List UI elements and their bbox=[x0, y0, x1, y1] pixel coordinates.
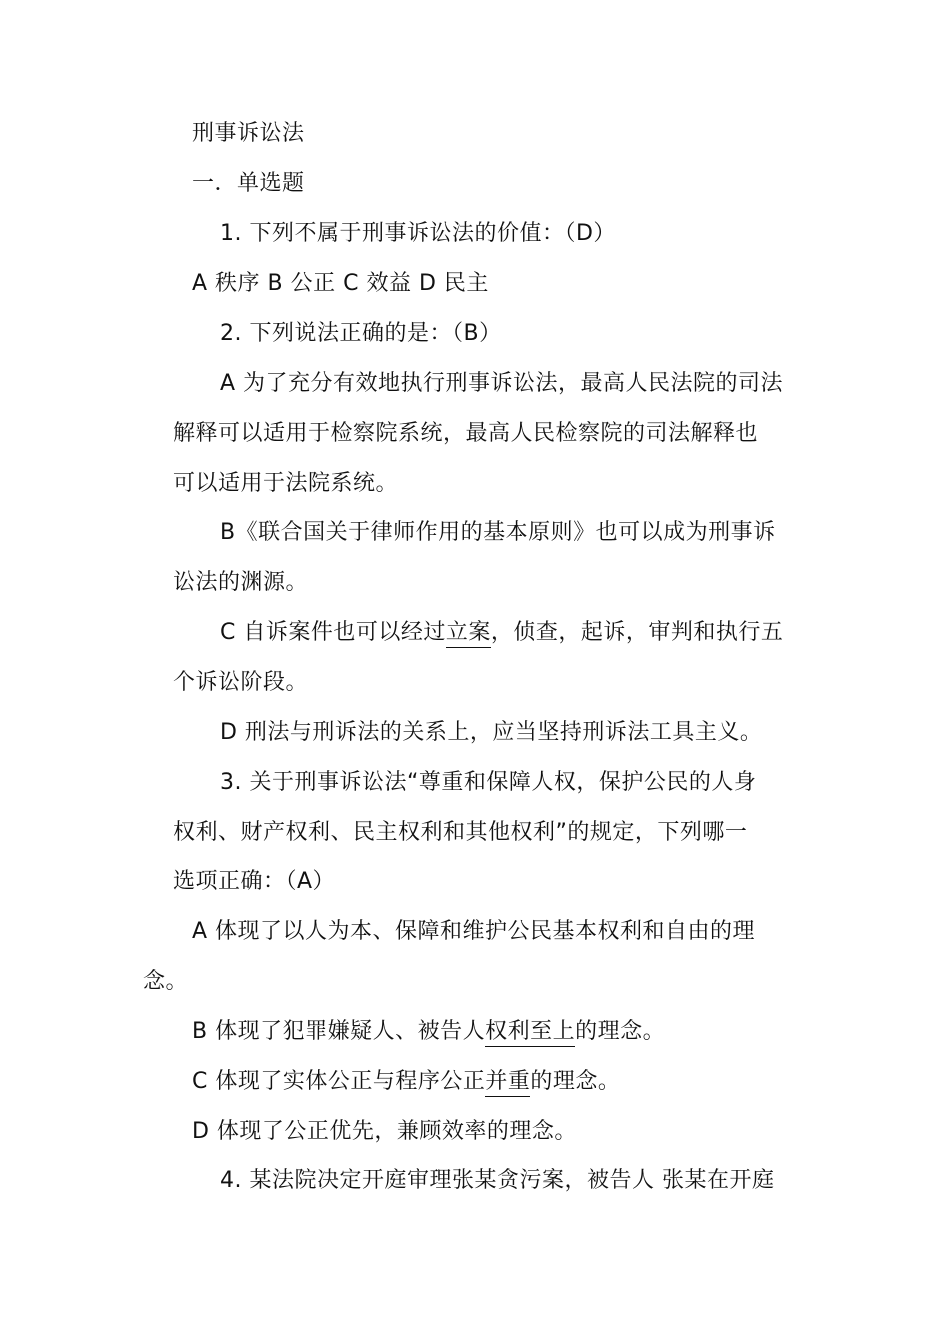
question-3-option-c bbox=[192, 1067, 620, 1097]
question-3-option-c-underlined: 并重 bbox=[485, 1069, 530, 1097]
question-2-option-c-underlined: 立案 bbox=[446, 620, 491, 648]
question-3-option-b bbox=[192, 1017, 665, 1047]
question-3-option-d: D 体现了公正优先，兼顾效率的理念。 bbox=[192, 1119, 577, 1144]
question-3-option-a-line-1: A 体现了以人为本、保障和维护公民基本权利和自由的理 bbox=[192, 919, 756, 944]
question-2-option-a-line-3: 可以适用于法院系统。 bbox=[173, 471, 399, 496]
question-2-option-a-line-2: 解释可以适用于检察院系统，最高人民检察院的司法解释也 bbox=[173, 421, 759, 446]
question-3-option-c-text-post: 的理念。 bbox=[530, 1069, 621, 1094]
question-2-option-c-line-2: 个诉讼阶段。 bbox=[173, 670, 309, 695]
question-3-option-b-text-post: 的理念。 bbox=[575, 1019, 666, 1044]
question-2-option-c-text-pre: C 自诉案件也可以经过 bbox=[220, 620, 446, 645]
question-2-option-c-line-1 bbox=[220, 618, 783, 648]
question-2-option-d: D 刑法与刑诉法的关系上，应当坚持刑诉法工具主义。 bbox=[220, 720, 763, 745]
document-title: 刑事诉讼法 bbox=[192, 121, 305, 146]
question-4-stem-line-1: 4. 某法院决定开庭审理张某贪污案，被告人 张某在开庭 bbox=[220, 1168, 775, 1193]
question-2-option-c-text-post: ，侦查，起诉，审判和执行五 bbox=[490, 620, 784, 645]
question-3-option-b-underlined: 权利至上 bbox=[485, 1019, 575, 1047]
question-3-stem-line-2: 权利、财产权利、民主权利和其他权利”的规定，下列哪一 bbox=[173, 820, 748, 845]
question-1-stem: 1. 下列不属于刑事诉讼法的价值：（D） bbox=[220, 221, 616, 246]
section-heading: 一．单选题 bbox=[192, 171, 305, 196]
question-2-option-b-line-1: B《联合国关于律师作用的基本原则》也可以成为刑事诉 bbox=[220, 520, 776, 545]
question-3-stem-line-3: 选项正确：（A） bbox=[173, 869, 336, 894]
question-2-option-a-line-1: A 为了充分有效地执行刑事诉讼法，最高人民法院的司法 bbox=[220, 371, 784, 396]
question-1-options: A 秩序 B 公正 C 效益 D 民主 bbox=[192, 271, 489, 296]
question-3-option-a-line-2: 念。 bbox=[143, 969, 189, 994]
question-3-option-b-text-pre: B 体现了犯罪嫌疑人、被告人 bbox=[192, 1019, 486, 1044]
question-3-stem-line-1: 3. 关于刑事诉讼法“尊重和保障人权，保护公民的人身 bbox=[220, 770, 757, 795]
question-2-option-b-line-2: 讼法的渊源。 bbox=[173, 570, 309, 595]
question-2-stem: 2. 下列说法正确的是：（B） bbox=[220, 321, 502, 346]
question-3-option-c-text-pre: C 体现了实体公正与程序公正 bbox=[192, 1069, 486, 1094]
